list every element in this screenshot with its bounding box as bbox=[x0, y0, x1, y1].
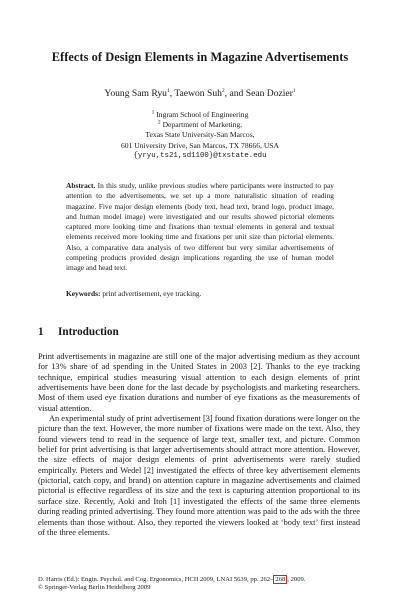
affiliation-text: Ingram School of Engineering bbox=[154, 110, 249, 119]
citation-text: D. Harris (Ed.): Engin. Psychol. and Cog. Ergonomics, HCII 2009, LNAI 5639, pp. 262– bbox=[38, 576, 274, 583]
section-title: Introduction bbox=[58, 326, 119, 338]
copyright-line: © Springer-Verlag Berlin Heidelberg 2009 bbox=[38, 584, 151, 592]
abstract bbox=[66, 181, 334, 274]
author-name: Sean Dozier bbox=[245, 88, 293, 99]
affiliation-line bbox=[0, 110, 400, 120]
author-affiliation-mark: 1 bbox=[292, 87, 296, 94]
affiliation-mark: 2 bbox=[157, 119, 161, 126]
author-affiliation-mark: 2 bbox=[221, 87, 225, 94]
author-separator: , bbox=[169, 88, 175, 99]
affiliation-mark: 1 bbox=[151, 109, 155, 116]
author-list bbox=[0, 88, 400, 99]
section-heading bbox=[38, 326, 119, 338]
author-affiliation-mark: 1 bbox=[166, 87, 170, 94]
affiliation-line bbox=[0, 120, 400, 130]
keywords bbox=[66, 289, 334, 299]
affiliation-line: Texas State University-San Marcos, bbox=[145, 130, 255, 140]
author-separator: , and bbox=[224, 88, 246, 99]
abstract-label: Abstract. bbox=[66, 181, 96, 190]
keywords-label: Keywords: bbox=[66, 289, 101, 298]
affiliation-line: 601 University Drive, San Marcos, TX 78666, USA bbox=[120, 140, 280, 150]
page-number-highlight: 268 bbox=[275, 576, 286, 583]
paragraph: An experimental study of print advertisement [3] found fixation durations were longer on the picture than the text. However, the more number of fixations were made on the text. Also, they found viewers tend to read in the sequence of large text, smaller text, and picture. Common belief for print advertising is that larger advertisements should attract more attention. However, the size effects of major design elements of print advertisements were rarely studied empirically. Pieters and Wedel [2] investigated the effects of three key advertisement elements (pictorial, catch copy, and brand) on attention capture in magazine advertisements and claimed pictorial is effective regardless of its size and the text is capturing attention proportional to its surface size. Recently, Aoki and Itoh [1] investigated the effects of the same three elements during reading printed advertising. They found more attention was paid to the ads with the three elements than those without. Also, they reported the viewers looked at ‘body text’ first instead of the three elements. bbox=[38, 414, 360, 537]
page-footer bbox=[38, 575, 368, 593]
affiliation-text: Department of Marketing, bbox=[160, 120, 243, 130]
author-name: Young Sam Ryu bbox=[104, 88, 167, 99]
paper-title: Effects of Design Elements in Magazine Advertisements bbox=[51, 50, 349, 64]
abstract-text: In this study, unlike previous studies where participants were instructed to pay attention to the advertisements, we set up a more naturalistic situation of reading magazine. Five major design elements (body text, head text, brand logo, product image, and human model image) were investigated and our results showed pictorial elements captured more looking time and fixations than textual elements in general and textual elements received more looking time and fixations per unit size than pictorial elements. Also, a comparative data analysis of two different but very similar advertisements of competing products provided design implications regarding the use of human model image and head text. bbox=[66, 181, 334, 273]
citation-text-end: , 2009. bbox=[287, 576, 306, 583]
author-name: Taewon Suh bbox=[174, 88, 222, 99]
paragraph: Print advertisements in magazine are still one of the major advertising medium as they account for 13% share of ad spending in the United States in 2003 [2]. Thanks to the eye tracking technique, empirical studies measuring visual attention to each design elements of print advertisements have been done for the last decade by psychologists and marketing researchers. Most of them used eye fixation durations and number of eye fixations as the measurements of visual attention. bbox=[38, 352, 360, 413]
author-email: {yryu,ts21,sd1100}@txstate.edu bbox=[133, 151, 267, 160]
affiliations bbox=[0, 110, 400, 161]
keywords-text: print advertisement, eye tracking. bbox=[100, 289, 202, 298]
body-text bbox=[38, 352, 360, 538]
section-number: 1 bbox=[38, 326, 44, 338]
citation-line bbox=[38, 575, 368, 584]
